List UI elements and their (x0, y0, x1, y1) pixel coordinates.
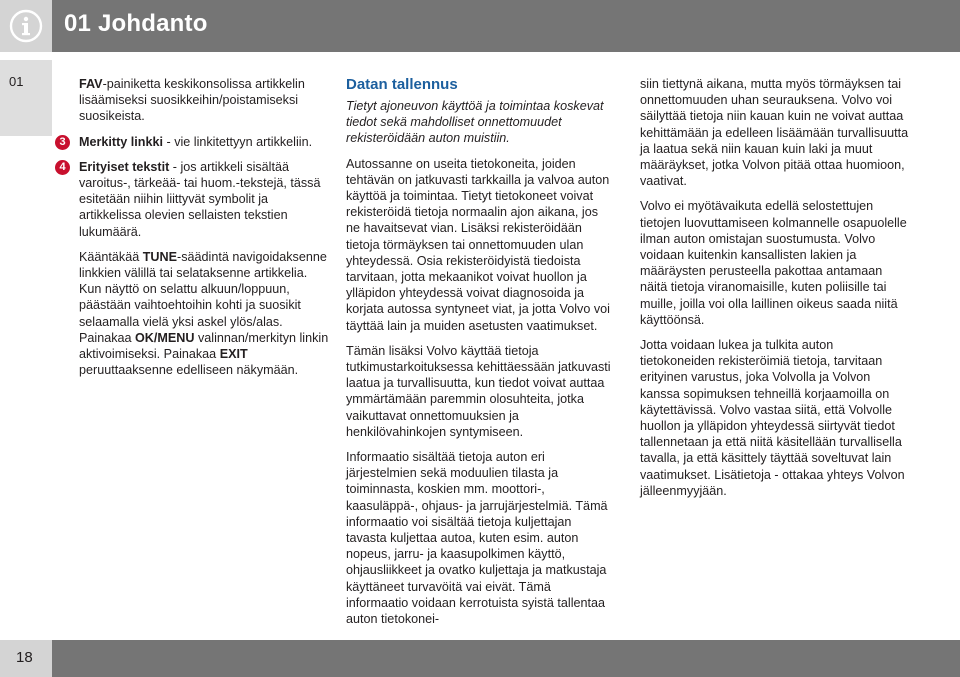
fav-label: FAV (79, 77, 103, 91)
chapter-tab-label: 01 (9, 74, 24, 89)
tune-label: TUNE (142, 249, 178, 264)
tune-text-b: -säädintä navigoidaksenne linkkien välillä tai selataksenne artikkelia. Kun näyttö on selattu alkuun/loppuun, päästään vaihtoehtoihin kohti ja suosikit selaamalla vielä yksi askel ylös/alas. Painakaa (79, 249, 327, 345)
tune-text-a: Kääntäkää (79, 249, 143, 264)
item4-text: - jos artikkeli sisältää varoitus-, tärkeää- tai huom.-tekstejä, tässä esitetään niihin liittyvät symbolit ja artikkelissa olevien sellaisten tekstien lukumäärä. (79, 159, 321, 239)
tune-text-d: peruuttaaksenne edelliseen näkymään. (79, 363, 299, 378)
tune-text-c: valinnan/merkityn linkin aktivoimiseksi. Painakaa (79, 330, 329, 362)
paragraph: Autossanne on useita tietokoneita, joiden tehtävän on jatkuvasti tarkkailla ja valvoa auton käyttöä ja toimintaa. Tietyt tietokoneet voivat rekisteröidä tietoja normaalin ajon aikana, jos ne havaitsevat vian. Lisäksi rekisteröidään tietoja törmäyksen tai onnettomuuden ulan yhteydessä. Osia rekisteröidyistä tiedoista tarvitaan, jotta mekaanikot voivat huollon ja ylläpidon yhteydessä voivat diagnosoida ja korjata autossa syntyneet viat, ja jotta Volvo voi täyttää lain ja muiden asetusten vaatimukset. (346, 156, 610, 333)
chapter-tab (0, 60, 52, 136)
item3-label: Merkitty linkki (79, 134, 163, 149)
paragraph: Volvo ei myötävaikuta edellä selostettujen tietojen luovuttamiseen kolmannelle osapuolelle ilman auton omistajan suostumusta. Volvo voidaan kuitenkin kansallisten lakien ja määräysten perusteella pakottaa antamaan näitä tietoja viranomaisille, kuten poliisille tai muille, joilla voi olla laillinen oikeus saada niitä käyttöönsä. (640, 199, 907, 327)
column-1 (59, 76, 329, 387)
number-badge-3: 3 (55, 135, 70, 150)
tune-paragraph (79, 249, 329, 379)
item3-text: - vie linkitettyyn artikkeliin. (163, 134, 313, 149)
column-3 (640, 76, 910, 508)
page-number-box (0, 640, 52, 677)
column-2 (346, 76, 612, 636)
info-icon (9, 9, 43, 43)
paragraph: Informaatio sisältää tietoja auton eri järjestelmien sekä moduulien tilasta ja toiminnasta, koskien mm. moottori-, kaasuläppä-, ohjaus- ja jarrujärjestelmiä. Tämä informaatio voi sisältää tietoja kuljettajan tavasta kuljettaa autoa, kuten esim. auton nopeus, jarru- ja kaasupolkimen käyttö, ohjausliikkeet ja ovatko kuljettaja ja matkustaja käyttäneet turvavöitä vai eivät. Tämä informaatio voidaan kerrotuista syistä tallentaa auton tietokonei- (346, 450, 608, 627)
footer-bar (0, 640, 960, 677)
section-title: Datan tallennus (346, 76, 458, 93)
paragraph: Tämän lisäksi Volvo käyttää tietoja tutkimustarkoituksessa kehittäessään jatkuvasti laatua ja turvallisuutta, kun tiedot voivat auttaa ymmärtämään paremmin olosuhteita, jotka vaikuttavat onnettomuuksien ja henkilövahinkojen syntymiseen. (346, 343, 611, 439)
header-bar (0, 0, 960, 52)
list-item-3 (59, 134, 329, 150)
item4-label: Erityiset tekstit (79, 159, 170, 174)
page-title: 01 Johdanto (64, 10, 208, 37)
exit-label: EXIT (219, 347, 248, 362)
number-badge-4: 4 (55, 160, 70, 175)
ok-menu-label: OK/MENU (135, 330, 195, 345)
paragraph: Jotta voidaan lukea ja tulkita auton tietokoneiden rekisteröimiä tietoja, tarvitaan erityinen varustus, joka Volvolla ja Volvon kanssa sopimuksen tehneillä korjaamoilla on käytettävissä. Volvo vastaa siitä, että Volvolle huollon ja ylläpidon yhteydessä siirtyvät tiedot tallennetaan ja että niitä käsitellään turvallisella tavalla, ja että käsittely täyttää soveltuvat lain vaatimukset. Lisätietoja - ottakaa yhteys Volvon jälleenmyyjään. (640, 338, 905, 498)
page-number: 18 (16, 649, 33, 666)
fav-text: -painiketta keskikonsolissa artikkelin lisäämiseksi suosikkeihin/poistamiseksi suosikeista. (79, 77, 305, 124)
list-item-4 (59, 159, 329, 240)
info-icon-box (0, 0, 52, 52)
paragraph: siin tiettynä aikana, mutta myös törmäyksen tai onnettomuuden uhan seurauksena. Volvo voi säilyttää tietoja niin kauan kuin ne voivat auttaa kehittämään ja edelleen lisäämään turvallisuutta ja laatua sekä niin kauan kuin laki ja muut määräykset, jotka Volvon pitää ottaa huomioon, vaativat. (640, 77, 909, 189)
fav-paragraph (79, 76, 329, 125)
section-lead: Tietyt ajoneuvon käyttöä ja toimintaa koskevat tiedot sekä mahdolliset onnettomuudet rekisteröidään auton muistiin. (346, 99, 604, 146)
